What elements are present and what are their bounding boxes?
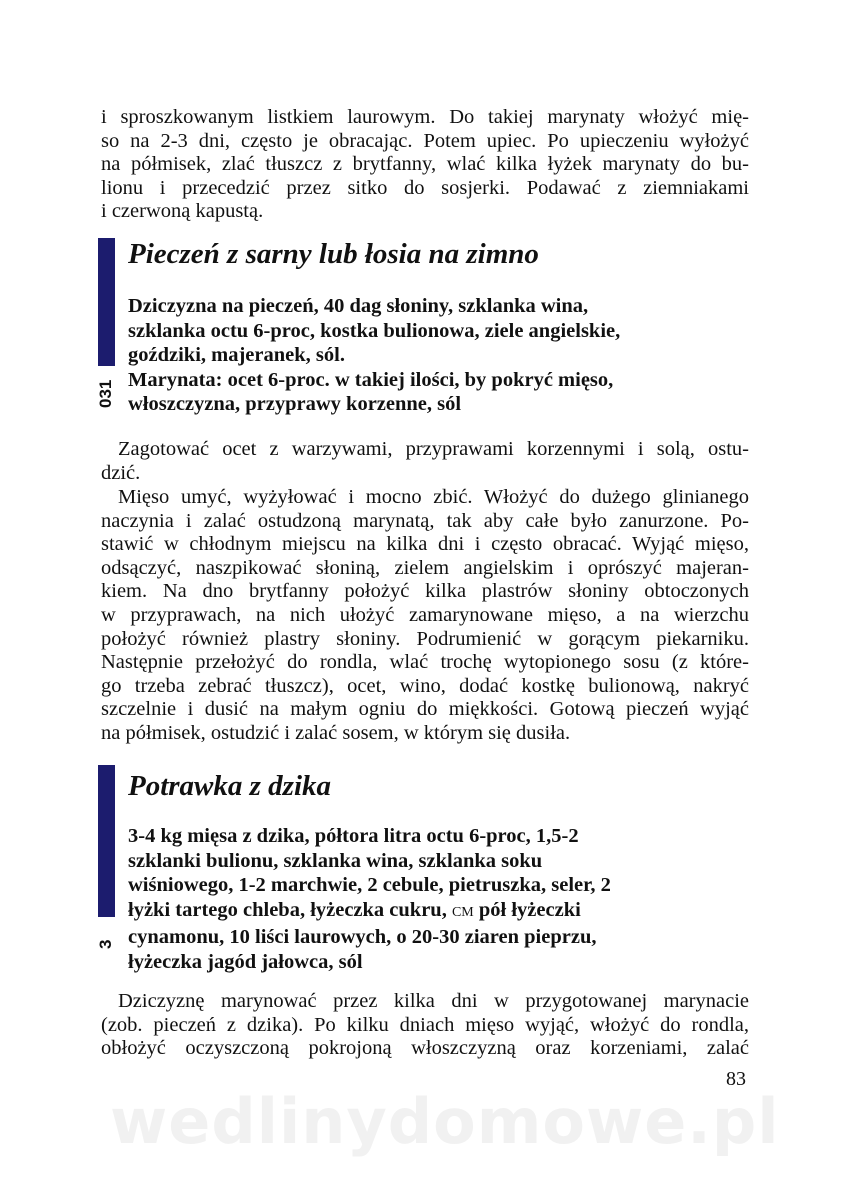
text-line: go trzeba zebrać tłuszcz), ocet, wino, dodać kostkę bulionową, nakryć bbox=[101, 674, 749, 697]
ingredient-line: wiśniowego, 1-2 marchwie, 2 cebule, pietruszka, seler, 2 bbox=[128, 874, 611, 897]
text-line: w przyprawach, na nich ułożyć zamarynowane mięso, a na wierzchu bbox=[101, 603, 749, 626]
text-line: (zob. pieczeń z dzika). Po kilku dniach mięso wyjąć, włożyć do rondla, bbox=[101, 1013, 749, 1036]
text-line: naczynia i zalać ostudzoną marynatą, tak aby całe było zanurzone. Po- bbox=[101, 509, 749, 532]
text-line: i czerwoną kapustą. bbox=[101, 200, 264, 223]
recipe-title: Pieczeń z sarny lub łosia na zimno bbox=[128, 238, 539, 270]
text-line: Dziczyznę marynować przez kilka dni w przygotowanej marynacie bbox=[118, 990, 749, 1012]
ingredient-mark: CM bbox=[451, 904, 474, 920]
ingredient-line bbox=[128, 898, 728, 926]
text-line: so na 2-3 dni, często je obracając. Potem upiec. Po upieczeniu wyłożyć bbox=[101, 129, 749, 152]
ingredient-line: szklanki bulionu, szklanka wina, szklanka soku bbox=[128, 849, 543, 872]
text-line: Następnie przełożyć do rondla, wlać trochę wytopionego sosu (z które- bbox=[101, 651, 749, 674]
recipe-marker-bar bbox=[98, 765, 115, 917]
method-paragraph bbox=[101, 990, 749, 1061]
ingredients-list bbox=[128, 294, 728, 417]
ingredient-line: cynamonu, 10 liści laurowych, o 20-30 ziaren pieprzu, bbox=[128, 926, 597, 949]
text-line: Mięso umyć, wyżyłować i mocno zbić. Włożyć do dużego glinianego bbox=[118, 486, 749, 508]
ingredient-line: szklanka octu 6-proc, kostka bulionowa, ziele angielskie, bbox=[128, 319, 621, 342]
ingredient-line: 3-4 kg mięsa z dzika, półtora litra octu 6-proc, 1,5-2 bbox=[128, 825, 579, 847]
text-line: na półmisek, zlać tłuszcz z brytfanny, wlać kilka łyżek marynaty do bu- bbox=[101, 153, 749, 176]
text-line: szczelnie i dusić na małym ogniu do miękkości. Gotową pieczeń wyjąć bbox=[101, 698, 749, 721]
text-line: kiem. Na dno brytfanny położyć kilka plastrów słoniny obtoczonych bbox=[101, 580, 749, 603]
recipe-title: Potrawka z dzika bbox=[128, 770, 332, 802]
page-number: 83 bbox=[726, 1068, 746, 1090]
recipe-code: 3 bbox=[96, 939, 115, 949]
method-paragraph bbox=[101, 486, 749, 746]
text-line: obłożyć oczyszczoną pokrojoną włoszczyzną oraz korzeniami, zalać bbox=[101, 1037, 749, 1060]
text-line: na półmisek, ostudzić i zalać sosem, w którym się dusiła. bbox=[101, 721, 571, 744]
method-paragraph bbox=[101, 438, 749, 485]
text-line: dzić. bbox=[101, 461, 141, 484]
text-line: lionu i przecedzić przez sitko do sosjerki. Podawać z ziemniakami bbox=[101, 176, 749, 199]
text-line: odsączyć, naszpikować słoniną, zielem angielskim i oprószyć majeran- bbox=[101, 556, 749, 579]
recipe-code: 031 bbox=[96, 379, 115, 408]
recipe-marker-bar bbox=[98, 238, 115, 366]
ingredients-list bbox=[128, 824, 728, 975]
text-line: Zagotować ocet z warzywami, przyprawami korzennymi i solą, ostu- bbox=[118, 438, 749, 460]
ingredient-line: Marynata: ocet 6-proc. w takiej ilości, by pokryć mięso, bbox=[128, 368, 614, 391]
watermark: wedlinydomowe.pl bbox=[110, 1085, 780, 1158]
ingredient-text: łyżki tartego chleba, łyżeczka cukru, bbox=[128, 898, 447, 921]
text-line: i sproszkowanym listkiem laurowym. Do takiej marynaty włożyć mię- bbox=[101, 106, 749, 128]
intro-paragraph bbox=[101, 106, 749, 224]
text-line: stawić w chłodnym miejscu na kilka dni i często obracać. Wyjąć mięso, bbox=[101, 533, 749, 556]
ingredient-line: Dziczyzna na pieczeń, 40 dag słoniny, szklanka wina, bbox=[128, 295, 589, 317]
ingredient-line: goździki, majeranek, sól. bbox=[128, 344, 345, 367]
ingredient-line: włoszczyzna, przyprawy korzenne, sól bbox=[128, 393, 462, 416]
ingredient-text: pół łyżeczki bbox=[478, 898, 581, 921]
text-line: położyć również plastry słoniny. Podrumienić w gorącym piekarniku. bbox=[101, 627, 749, 650]
ingredient-line: łyżeczka jagód jałowca, sól bbox=[128, 950, 363, 973]
